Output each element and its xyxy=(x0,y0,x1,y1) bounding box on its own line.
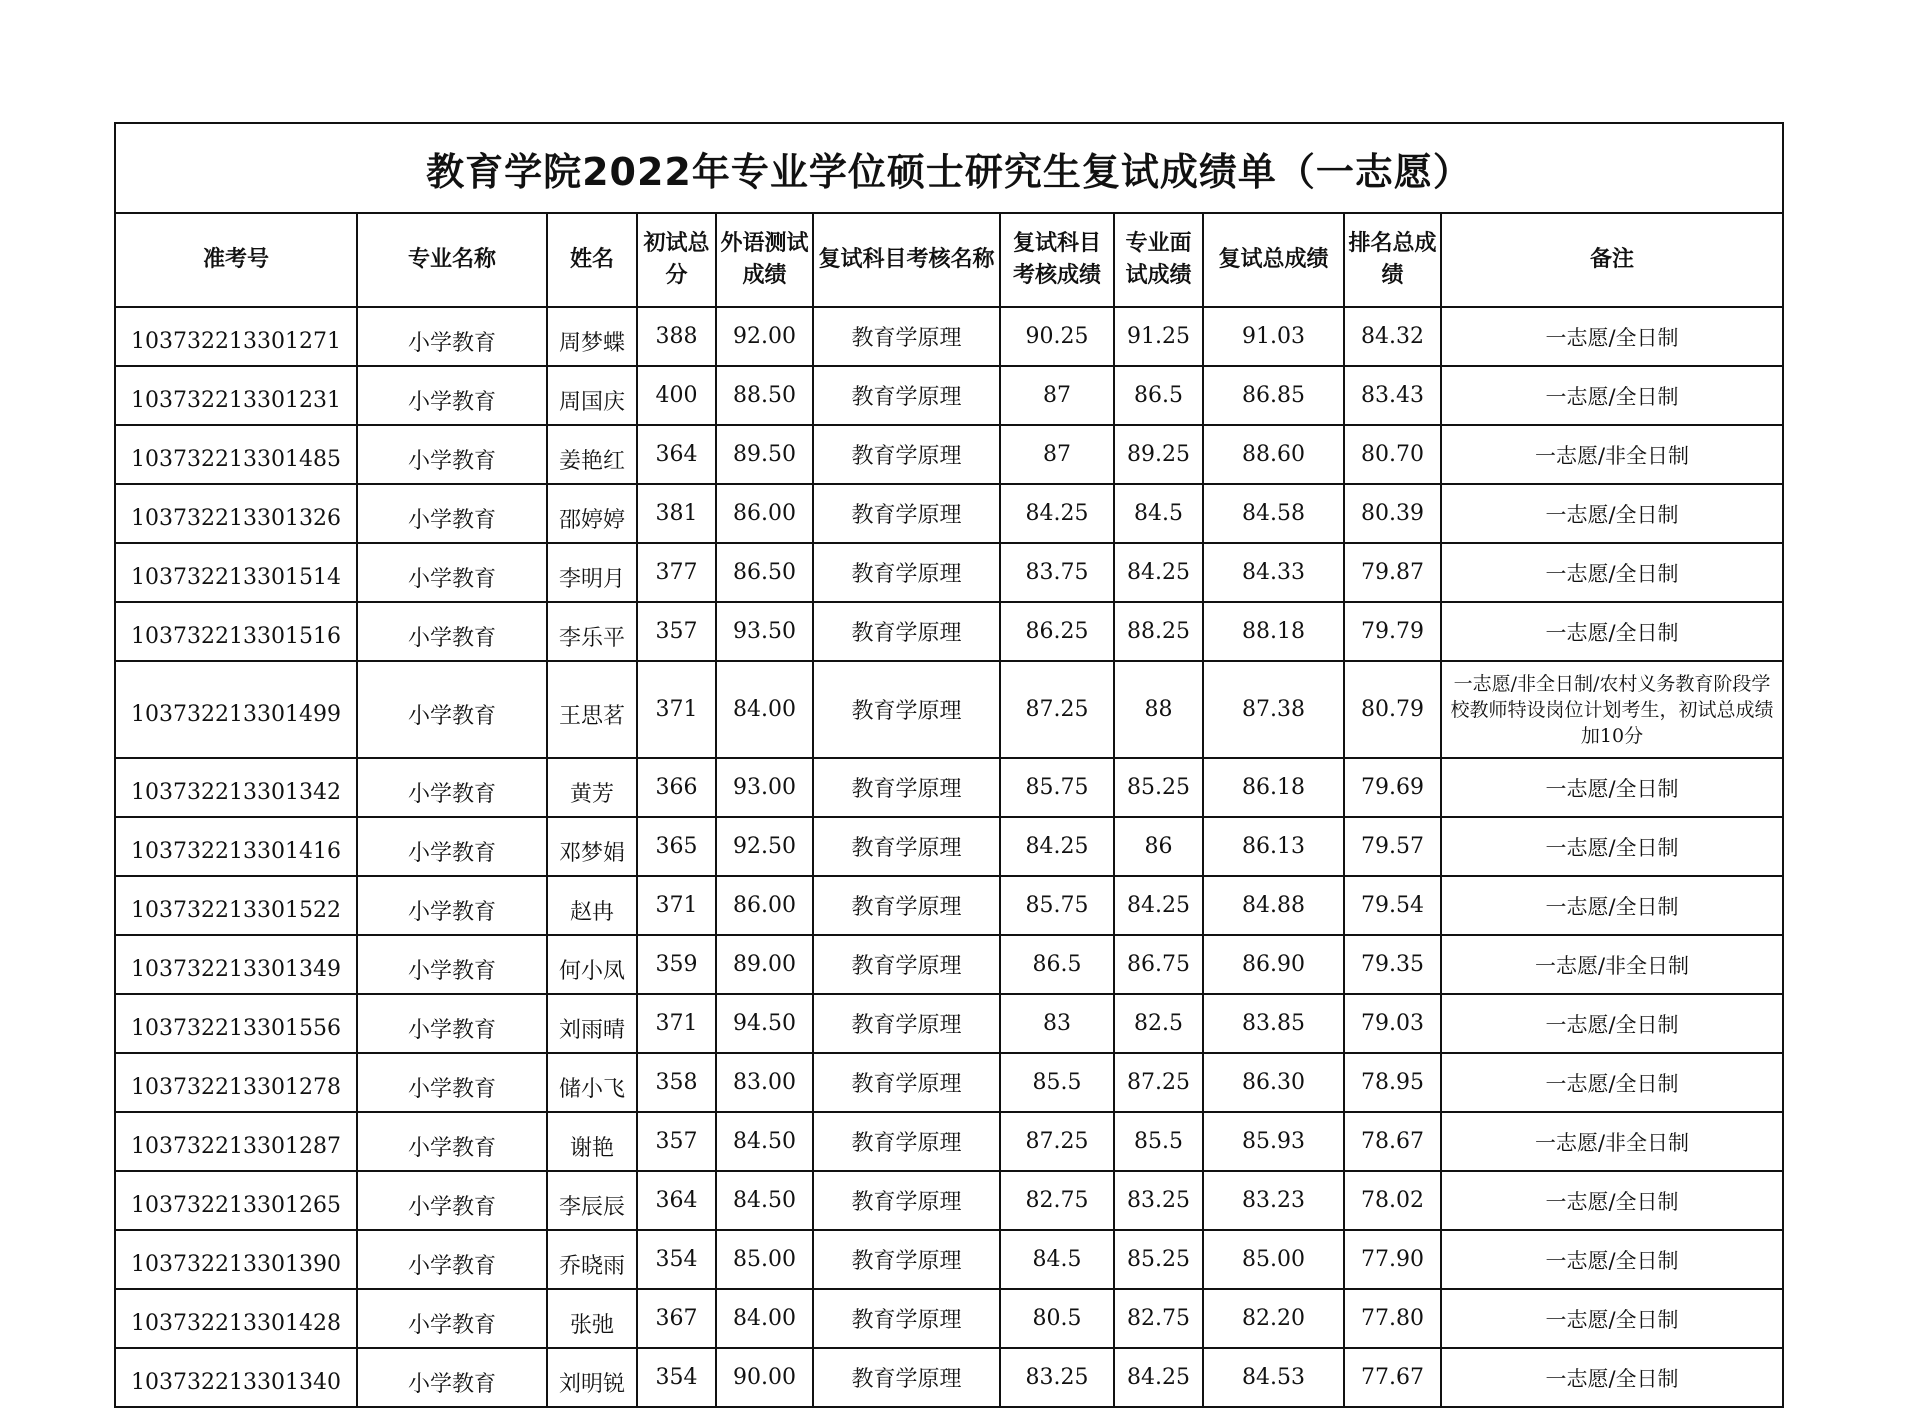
rank-total-cell: 80.79 xyxy=(1344,661,1441,758)
prelim-total-cell: 354 xyxy=(637,1348,716,1406)
student-name-cell: 姜艳红 xyxy=(547,425,637,484)
header-subject-score: 复试科目考核成绩 xyxy=(1000,214,1114,307)
language-score-cell: 86.00 xyxy=(716,876,813,935)
retest-total-cell: 91.03 xyxy=(1203,307,1344,366)
major-cell: 小学教育 xyxy=(357,1230,547,1289)
table-row xyxy=(116,543,1782,602)
rank-total-cell: 78.02 xyxy=(1344,1171,1441,1230)
major-cell: 小学教育 xyxy=(357,817,547,876)
interview-score-cell: 86.75 xyxy=(1114,935,1203,994)
rank-total-cell: 78.95 xyxy=(1344,1053,1441,1112)
major-cell: 小学教育 xyxy=(357,661,547,758)
table-row xyxy=(116,1171,1782,1230)
remark-cell: 一志愿/非全日制/农村义务教育阶段学校教师特设岗位计划考生，初试总成绩加10分 xyxy=(1441,661,1782,758)
student-name-cell: 邓梦娟 xyxy=(547,817,637,876)
retest-subject-cell: 教育学原理 xyxy=(813,994,1000,1053)
remark-cell: 一志愿/全日制 xyxy=(1441,1348,1782,1406)
language-score-cell: 86.50 xyxy=(716,543,813,602)
student-name-cell: 王思茗 xyxy=(547,661,637,758)
rank-total-cell: 79.35 xyxy=(1344,935,1441,994)
exam-id-cell: 103732213301265 xyxy=(116,1171,357,1230)
retest-total-cell: 86.85 xyxy=(1203,366,1344,425)
exam-id-cell: 103732213301231 xyxy=(116,366,357,425)
table-row xyxy=(116,366,1782,425)
retest-total-cell: 88.60 xyxy=(1203,425,1344,484)
subject-score-cell: 87 xyxy=(1000,425,1114,484)
exam-id-cell: 103732213301556 xyxy=(116,994,357,1053)
prelim-total-cell: 388 xyxy=(637,307,716,366)
remark-cell: 一志愿/全日制 xyxy=(1441,758,1782,817)
prelim-total-cell: 365 xyxy=(637,817,716,876)
exam-id-cell: 103732213301271 xyxy=(116,307,357,366)
exam-id-cell: 103732213301514 xyxy=(116,543,357,602)
remark-cell: 一志愿/非全日制 xyxy=(1441,1112,1782,1171)
retest-total-cell: 86.13 xyxy=(1203,817,1344,876)
language-score-cell: 89.00 xyxy=(716,935,813,994)
major-cell: 小学教育 xyxy=(357,1171,547,1230)
subject-score-cell: 84.25 xyxy=(1000,484,1114,543)
language-score-cell: 85.00 xyxy=(716,1230,813,1289)
language-score-cell: 93.50 xyxy=(716,602,813,661)
remark-cell: 一志愿/全日制 xyxy=(1441,994,1782,1053)
student-name-cell: 李辰辰 xyxy=(547,1171,637,1230)
retest-subject-cell: 教育学原理 xyxy=(813,935,1000,994)
major-cell: 小学教育 xyxy=(357,484,547,543)
retest-subject-cell: 教育学原理 xyxy=(813,661,1000,758)
rank-total-cell: 79.69 xyxy=(1344,758,1441,817)
exam-id-cell: 103732213301485 xyxy=(116,425,357,484)
major-cell: 小学教育 xyxy=(357,602,547,661)
retest-total-cell: 84.58 xyxy=(1203,484,1344,543)
retest-total-cell: 85.00 xyxy=(1203,1230,1344,1289)
score-table xyxy=(116,214,1782,1406)
major-cell: 小学教育 xyxy=(357,366,547,425)
retest-subject-cell: 教育学原理 xyxy=(813,1230,1000,1289)
rank-total-cell: 79.57 xyxy=(1344,817,1441,876)
subject-score-cell: 86.5 xyxy=(1000,935,1114,994)
interview-score-cell: 83.25 xyxy=(1114,1171,1203,1230)
rank-total-cell: 79.54 xyxy=(1344,876,1441,935)
subject-score-cell: 83.25 xyxy=(1000,1348,1114,1406)
table-row xyxy=(116,817,1782,876)
rank-total-cell: 77.80 xyxy=(1344,1289,1441,1348)
interview-score-cell: 85.5 xyxy=(1114,1112,1203,1171)
language-score-cell: 93.00 xyxy=(716,758,813,817)
retest-subject-cell: 教育学原理 xyxy=(813,1112,1000,1171)
remark-cell: 一志愿/全日制 xyxy=(1441,484,1782,543)
table-row xyxy=(116,602,1782,661)
remark-cell: 一志愿/全日制 xyxy=(1441,307,1782,366)
student-name-cell: 刘明锐 xyxy=(547,1348,637,1406)
retest-total-cell: 84.33 xyxy=(1203,543,1344,602)
retest-total-cell: 88.18 xyxy=(1203,602,1344,661)
remark-cell: 一志愿/非全日制 xyxy=(1441,425,1782,484)
interview-score-cell: 85.25 xyxy=(1114,1230,1203,1289)
exam-id-cell: 103732213301522 xyxy=(116,876,357,935)
rank-total-cell: 77.67 xyxy=(1344,1348,1441,1406)
exam-id-cell: 103732213301342 xyxy=(116,758,357,817)
remark-cell: 一志愿/全日制 xyxy=(1441,602,1782,661)
language-score-cell: 88.50 xyxy=(716,366,813,425)
exam-id-cell: 103732213301416 xyxy=(116,817,357,876)
rank-total-cell: 79.87 xyxy=(1344,543,1441,602)
exam-id-cell: 103732213301516 xyxy=(116,602,357,661)
interview-score-cell: 84.25 xyxy=(1114,876,1203,935)
prelim-total-cell: 371 xyxy=(637,661,716,758)
interview-score-cell: 84.25 xyxy=(1114,543,1203,602)
major-cell: 小学教育 xyxy=(357,1053,547,1112)
retest-total-cell: 83.85 xyxy=(1203,994,1344,1053)
rank-total-cell: 79.79 xyxy=(1344,602,1441,661)
interview-score-cell: 84.25 xyxy=(1114,1348,1203,1406)
prelim-total-cell: 358 xyxy=(637,1053,716,1112)
student-name-cell: 张弛 xyxy=(547,1289,637,1348)
rank-total-cell: 78.67 xyxy=(1344,1112,1441,1171)
table-row xyxy=(116,1112,1782,1171)
retest-subject-cell: 教育学原理 xyxy=(813,758,1000,817)
interview-score-cell: 88 xyxy=(1114,661,1203,758)
interview-score-cell: 86.5 xyxy=(1114,366,1203,425)
student-name-cell: 储小飞 xyxy=(547,1053,637,1112)
header-retest-subject: 复试科目考核名称 xyxy=(813,214,1000,307)
major-cell: 小学教育 xyxy=(357,1112,547,1171)
major-cell: 小学教育 xyxy=(357,425,547,484)
subject-score-cell: 85.5 xyxy=(1000,1053,1114,1112)
subject-score-cell: 80.5 xyxy=(1000,1289,1114,1348)
prelim-total-cell: 381 xyxy=(637,484,716,543)
subject-score-cell: 83.75 xyxy=(1000,543,1114,602)
student-name-cell: 谢艳 xyxy=(547,1112,637,1171)
prelim-total-cell: 357 xyxy=(637,602,716,661)
remark-cell: 一志愿/全日制 xyxy=(1441,543,1782,602)
retest-total-cell: 84.53 xyxy=(1203,1348,1344,1406)
document-title: 教育学院2022年专业学位硕士研究生复试成绩单（一志愿） xyxy=(116,124,1782,214)
retest-subject-cell: 教育学原理 xyxy=(813,817,1000,876)
retest-subject-cell: 教育学原理 xyxy=(813,876,1000,935)
language-score-cell: 86.00 xyxy=(716,484,813,543)
header-rank-total: 排名总成绩 xyxy=(1344,214,1441,307)
subject-score-cell: 84.25 xyxy=(1000,817,1114,876)
score-sheet xyxy=(114,122,1784,1408)
interview-score-cell: 84.5 xyxy=(1114,484,1203,543)
exam-id-cell: 103732213301349 xyxy=(116,935,357,994)
remark-cell: 一志愿/全日制 xyxy=(1441,366,1782,425)
rank-total-cell: 77.90 xyxy=(1344,1230,1441,1289)
exam-id-cell: 103732213301340 xyxy=(116,1348,357,1406)
interview-score-cell: 82.75 xyxy=(1114,1289,1203,1348)
major-cell: 小学教育 xyxy=(357,1348,547,1406)
rank-total-cell: 80.70 xyxy=(1344,425,1441,484)
exam-id-cell: 103732213301287 xyxy=(116,1112,357,1171)
prelim-total-cell: 366 xyxy=(637,758,716,817)
retest-total-cell: 84.88 xyxy=(1203,876,1344,935)
retest-subject-cell: 教育学原理 xyxy=(813,602,1000,661)
subject-score-cell: 86.25 xyxy=(1000,602,1114,661)
student-name-cell: 邵婷婷 xyxy=(547,484,637,543)
interview-score-cell: 85.25 xyxy=(1114,758,1203,817)
subject-score-cell: 85.75 xyxy=(1000,876,1114,935)
language-score-cell: 84.50 xyxy=(716,1112,813,1171)
retest-total-cell: 86.18 xyxy=(1203,758,1344,817)
interview-score-cell: 87.25 xyxy=(1114,1053,1203,1112)
interview-score-cell: 89.25 xyxy=(1114,425,1203,484)
header-remark: 备注 xyxy=(1441,214,1782,307)
retest-total-cell: 82.20 xyxy=(1203,1289,1344,1348)
subject-score-cell: 84.5 xyxy=(1000,1230,1114,1289)
language-score-cell: 92.50 xyxy=(716,817,813,876)
remark-cell: 一志愿/全日制 xyxy=(1441,1053,1782,1112)
remark-cell: 一志愿/全日制 xyxy=(1441,876,1782,935)
student-name-cell: 赵冉 xyxy=(547,876,637,935)
table-row xyxy=(116,425,1782,484)
retest-subject-cell: 教育学原理 xyxy=(813,1053,1000,1112)
prelim-total-cell: 364 xyxy=(637,425,716,484)
interview-score-cell: 86 xyxy=(1114,817,1203,876)
retest-subject-cell: 教育学原理 xyxy=(813,1348,1000,1406)
retest-total-cell: 86.90 xyxy=(1203,935,1344,994)
student-name-cell: 何小凤 xyxy=(547,935,637,994)
subject-score-cell: 87 xyxy=(1000,366,1114,425)
retest-subject-cell: 教育学原理 xyxy=(813,366,1000,425)
prelim-total-cell: 400 xyxy=(637,366,716,425)
major-cell: 小学教育 xyxy=(357,307,547,366)
retest-total-cell: 87.38 xyxy=(1203,661,1344,758)
rank-total-cell: 79.03 xyxy=(1344,994,1441,1053)
language-score-cell: 84.00 xyxy=(716,661,813,758)
prelim-total-cell: 359 xyxy=(637,935,716,994)
rank-total-cell: 84.32 xyxy=(1344,307,1441,366)
rank-total-cell: 83.43 xyxy=(1344,366,1441,425)
exam-id-cell: 103732213301390 xyxy=(116,1230,357,1289)
table-row xyxy=(116,1289,1782,1348)
table-header-row xyxy=(116,214,1782,307)
prelim-total-cell: 364 xyxy=(637,1171,716,1230)
prelim-total-cell: 371 xyxy=(637,994,716,1053)
major-cell: 小学教育 xyxy=(357,758,547,817)
header-retest-total: 复试总成绩 xyxy=(1203,214,1344,307)
interview-score-cell: 82.5 xyxy=(1114,994,1203,1053)
table-row xyxy=(116,994,1782,1053)
prelim-total-cell: 377 xyxy=(637,543,716,602)
major-cell: 小学教育 xyxy=(357,935,547,994)
exam-id-cell: 103732213301499 xyxy=(116,661,357,758)
remark-cell: 一志愿/全日制 xyxy=(1441,1171,1782,1230)
remark-cell: 一志愿/全日制 xyxy=(1441,1289,1782,1348)
major-cell: 小学教育 xyxy=(357,876,547,935)
header-exam-id: 准考号 xyxy=(116,214,357,307)
language-score-cell: 90.00 xyxy=(716,1348,813,1406)
student-name-cell: 李明月 xyxy=(547,543,637,602)
language-score-cell: 84.00 xyxy=(716,1289,813,1348)
student-name-cell: 周国庆 xyxy=(547,366,637,425)
major-cell: 小学教育 xyxy=(357,543,547,602)
prelim-total-cell: 367 xyxy=(637,1289,716,1348)
header-language-score: 外语测试成绩 xyxy=(716,214,813,307)
retest-subject-cell: 教育学原理 xyxy=(813,543,1000,602)
prelim-total-cell: 357 xyxy=(637,1112,716,1171)
table-row xyxy=(116,661,1782,758)
remark-cell: 一志愿/全日制 xyxy=(1441,1230,1782,1289)
exam-id-cell: 103732213301428 xyxy=(116,1289,357,1348)
language-score-cell: 84.50 xyxy=(716,1171,813,1230)
prelim-total-cell: 371 xyxy=(637,876,716,935)
major-cell: 小学教育 xyxy=(357,1289,547,1348)
remark-cell: 一志愿/非全日制 xyxy=(1441,935,1782,994)
retest-subject-cell: 教育学原理 xyxy=(813,1171,1000,1230)
student-name-cell: 周梦蝶 xyxy=(547,307,637,366)
subject-score-cell: 87.25 xyxy=(1000,1112,1114,1171)
subject-score-cell: 82.75 xyxy=(1000,1171,1114,1230)
language-score-cell: 89.50 xyxy=(716,425,813,484)
header-name: 姓名 xyxy=(547,214,637,307)
retest-total-cell: 86.30 xyxy=(1203,1053,1344,1112)
table-row xyxy=(116,876,1782,935)
header-interview-score: 专业面试成绩 xyxy=(1114,214,1203,307)
retest-total-cell: 83.23 xyxy=(1203,1171,1344,1230)
student-name-cell: 刘雨晴 xyxy=(547,994,637,1053)
subject-score-cell: 90.25 xyxy=(1000,307,1114,366)
exam-id-cell: 103732213301278 xyxy=(116,1053,357,1112)
student-name-cell: 黄芳 xyxy=(547,758,637,817)
retest-subject-cell: 教育学原理 xyxy=(813,307,1000,366)
rank-total-cell: 80.39 xyxy=(1344,484,1441,543)
student-name-cell: 李乐平 xyxy=(547,602,637,661)
language-score-cell: 83.00 xyxy=(716,1053,813,1112)
header-major: 专业名称 xyxy=(357,214,547,307)
student-name-cell: 乔晓雨 xyxy=(547,1230,637,1289)
table-row xyxy=(116,1053,1782,1112)
language-score-cell: 94.50 xyxy=(716,994,813,1053)
table-body xyxy=(116,307,1782,1406)
table-row xyxy=(116,1230,1782,1289)
retest-total-cell: 85.93 xyxy=(1203,1112,1344,1171)
subject-score-cell: 83 xyxy=(1000,994,1114,1053)
retest-subject-cell: 教育学原理 xyxy=(813,484,1000,543)
subject-score-cell: 87.25 xyxy=(1000,661,1114,758)
table-row xyxy=(116,758,1782,817)
retest-subject-cell: 教育学原理 xyxy=(813,425,1000,484)
interview-score-cell: 91.25 xyxy=(1114,307,1203,366)
major-cell: 小学教育 xyxy=(357,994,547,1053)
language-score-cell: 92.00 xyxy=(716,307,813,366)
table-row xyxy=(116,935,1782,994)
exam-id-cell: 103732213301326 xyxy=(116,484,357,543)
table-row xyxy=(116,484,1782,543)
retest-subject-cell: 教育学原理 xyxy=(813,1289,1000,1348)
interview-score-cell: 88.25 xyxy=(1114,602,1203,661)
header-prelim-total: 初试总分 xyxy=(637,214,716,307)
table-row xyxy=(116,307,1782,366)
prelim-total-cell: 354 xyxy=(637,1230,716,1289)
remark-cell: 一志愿/全日制 xyxy=(1441,817,1782,876)
subject-score-cell: 85.75 xyxy=(1000,758,1114,817)
